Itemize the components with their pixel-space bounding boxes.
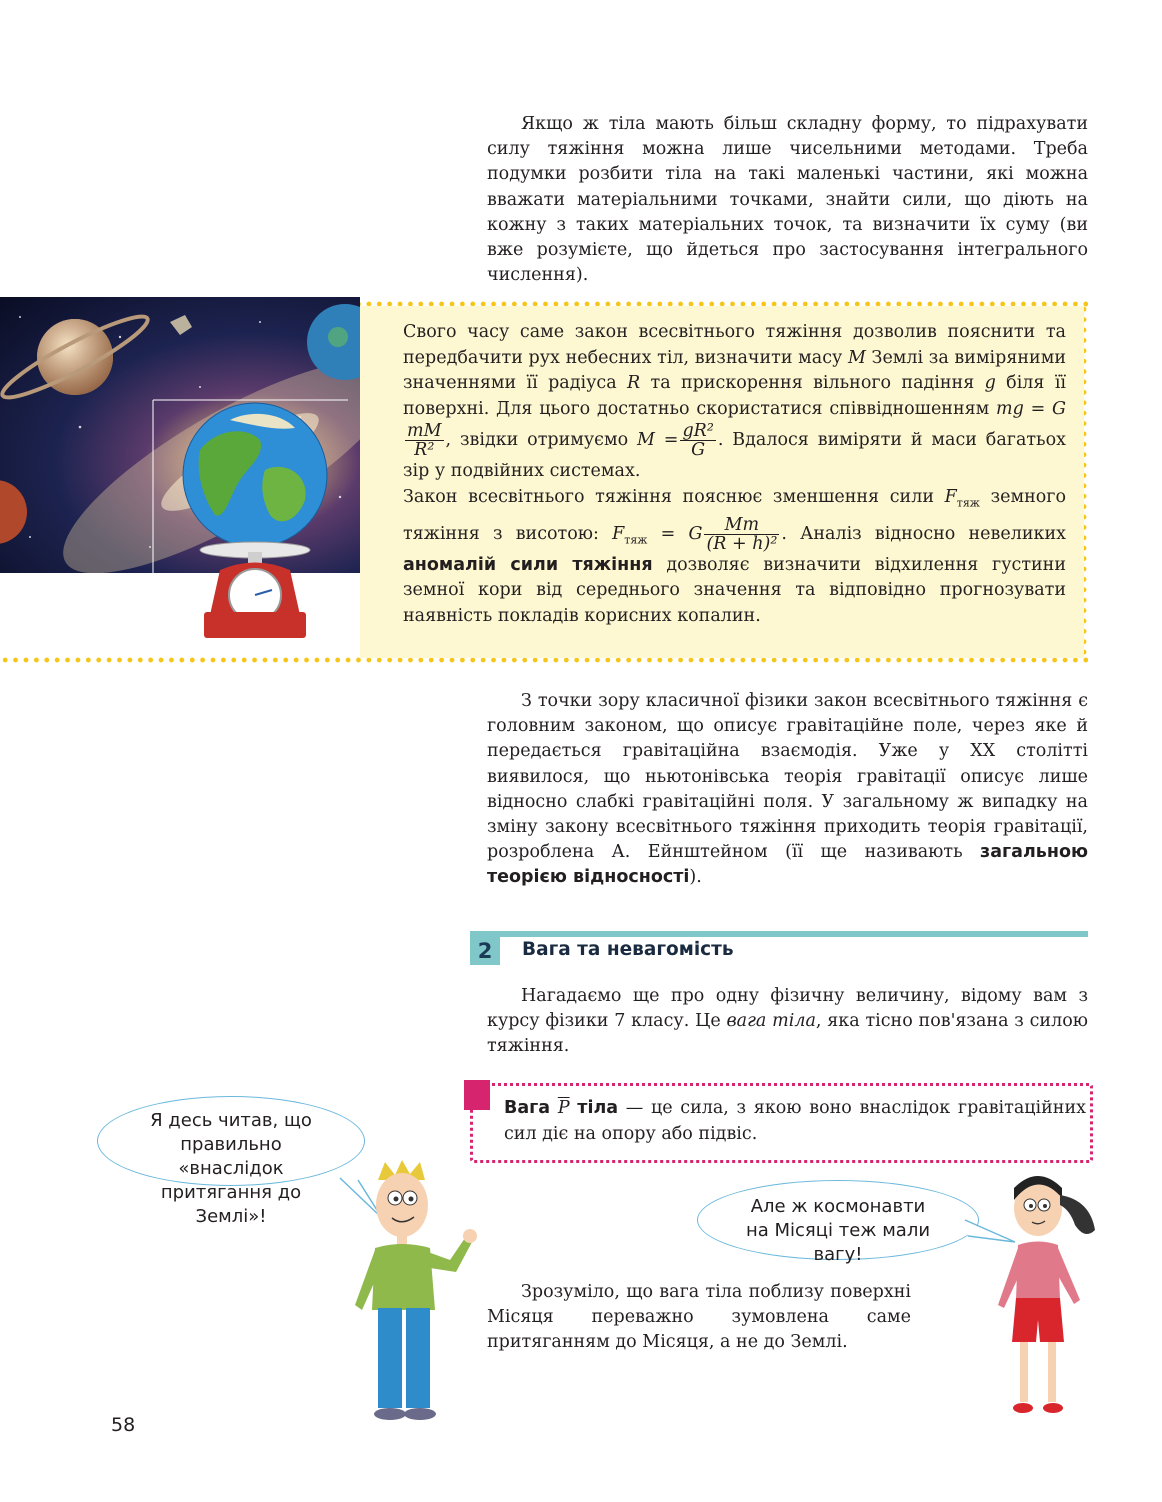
section-paragraph-text: Нагадаємо ще про одну фізичну величину, відому вам з курсу фізики 7 класу. Це вага тіла, яка тісно пов'язана з силою тяжіння. — [487, 986, 1088, 1057]
page-number: 58 — [111, 1414, 136, 1436]
top-paragraph-text: Якщо ж тіла мають більш складну форму, то підрахувати силу тяжіння можна лише чисельними методами. Треба подумки розбити тіла на такі маленькі частини, які можна вважати матеріальними точками, знайти сили, що діють на кожну з таких матеріальних точок, та визначити їх суму (ви вже розумієте, що йдеться про застосування інтегрального числення). — [487, 114, 1088, 286]
formula-M: M = — [637, 430, 679, 450]
info-box-paragraph-2: Закон всесвітнього тяжіння пояснює зменшення сили $F_{тяж}$ земного тяжіння з висотою: $F_{тяж} = G$ $\frac{Mm}{\text{(R + h)²}}$ . Аналіз відносно невеликих аномалій сили тяжіння дозволяє визначити відхилення густини земної кори від середнього значення та відповідно прогнозувати наявність покладів корисних копалин. — [403, 486, 1066, 626]
anomaly-term: аномалій сили тяжіння — [403, 554, 653, 575]
middle-paragraph-text: З точки зору класичної фізики закон всесвітнього тяжіння є головним законом, що описує гравітаційне поле, через яке й передається гравітаційна взаємодія. Уже у XX столітті виявилося, що ньютонівська теорія гравітації описує лише відносно слабкі гравітаційні поля. У загальному ж випадку на зміну закону всесвітнього тяжіння приходить теорія гравітації, розроблена А. Ейнштейном (її ще називають загальною теорією відносності). — [487, 691, 1088, 888]
section-header-rule — [470, 931, 1088, 937]
relativity-term: загальною теорією відносності — [487, 842, 1088, 888]
boy-character-icon — [340, 1160, 490, 1425]
middle-paragraph — [487, 689, 1088, 891]
fraction-mM-R2: $\frac{mM}{\text{R²}}$ — [407, 421, 442, 460]
info-box-paragraph-1: Свого часу саме закон всесвітнього тяжіння дозволив пояснити та передбачити рух небесних тіл, визначити масу M Землі за виміряними значеннями її радіуса R та прискорення вільного падіння g біля її поверхні. Для цього достатньо скористатися співвідношенням mg = G $\frac{mM}{\text{R²}}$ , звідки отримуємо M = $\frac{\text{gR²}}{G}$ . Вдалося виміряти й маси багатьох зір у подвійних системах. — [403, 322, 1067, 481]
section-number: 2 — [470, 937, 500, 965]
formula-mg: mg = G — [996, 398, 1066, 419]
weight-vector-symbol: $\overline{P}$ — [557, 1098, 570, 1118]
speech-bubble-right — [697, 1180, 979, 1265]
section-title: Вага та невагомість — [522, 939, 734, 960]
speech-bubble-left — [97, 1096, 365, 1227]
girl-character-icon — [990, 1170, 1110, 1420]
fraction-Mm-Rh2: $\frac{Mm}{\text{(R + h)²}}$ — [706, 514, 778, 554]
exclamation-icon: ! — [478, 1086, 490, 1116]
speech-bubble-left-text: Я десь читав, що правильно «внаслідок притягання до Землі»! — [150, 1110, 312, 1227]
fraction-gR2-G: $\frac{\text{gR²}}{G}$ — [682, 421, 714, 460]
section-paragraph — [487, 984, 1088, 1060]
bottom-paragraph-text: Зрозуміло, що вага тіла поблизу поверхні Місяця переважно зумовлена саме притяганням до Місяця, а не до Землі. — [487, 1282, 911, 1353]
info-box-text — [403, 320, 1066, 629]
definition-text: Вага $\overline{P}$ тіла — це сила, з якою воно внаслідок гравітаційних сил діє на опору або підвіс. — [504, 1098, 1086, 1144]
top-paragraph — [487, 112, 1088, 288]
globe-on-scale-icon — [170, 400, 340, 650]
bottom-paragraph — [487, 1280, 911, 1356]
speech-bubble-right-text: Але ж космонавти на Місяці теж мали вагу! — [745, 1196, 931, 1265]
